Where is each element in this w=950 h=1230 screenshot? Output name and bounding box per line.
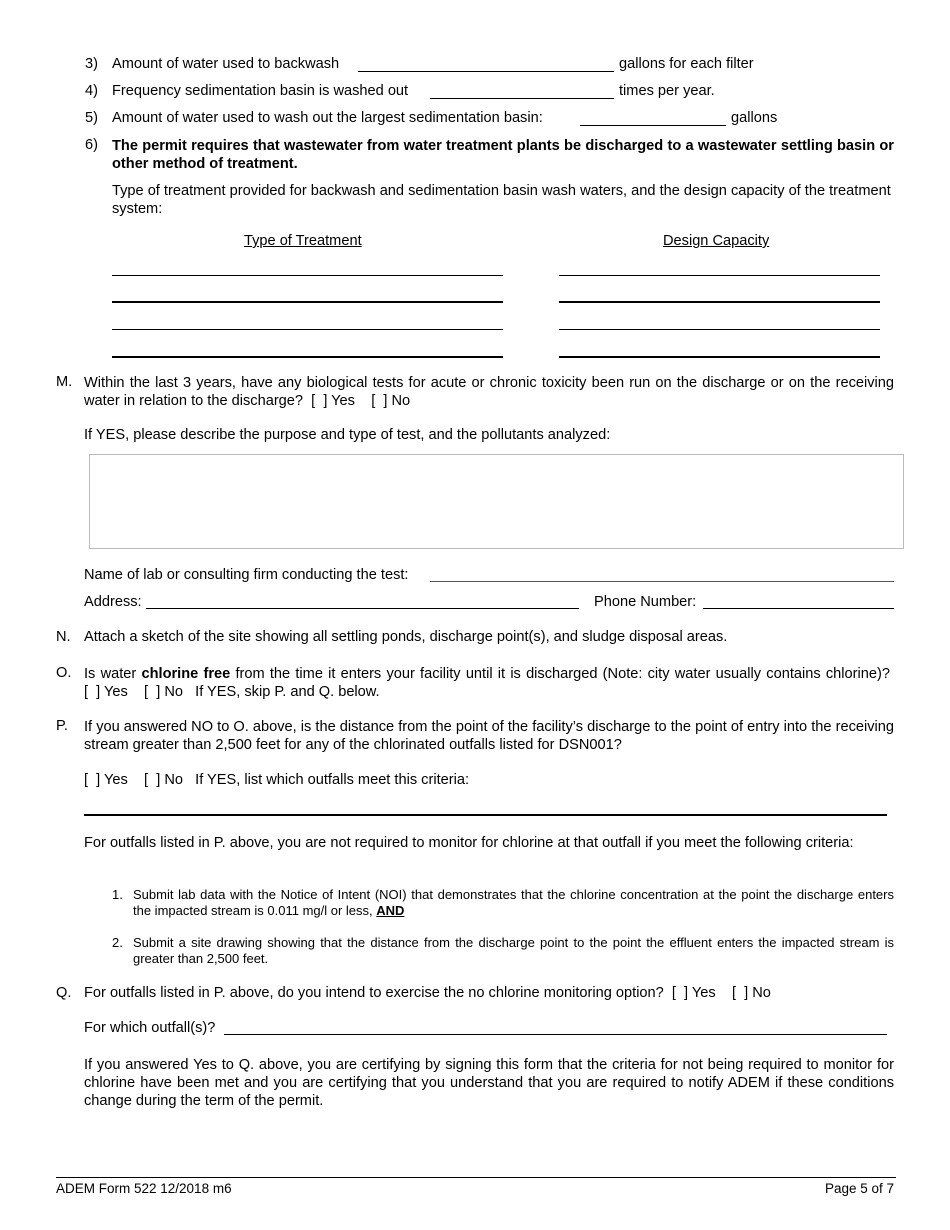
section-q-letter: Q. (56, 985, 72, 1001)
test-description-textarea[interactable] (89, 454, 904, 549)
item-5-label: Amount of water used to wash out the largest sedimentation basin: (112, 110, 543, 126)
o-no-checkbox[interactable]: [ ] No (144, 684, 183, 700)
m-yes-checkbox[interactable]: [ ] Yes (311, 393, 355, 409)
treatment-row-2[interactable] (112, 301, 503, 303)
footer-divider (56, 1177, 896, 1178)
footer-form-id: ADEM Form 522 12/2018 m6 (56, 1181, 232, 1196)
item-4-label: Frequency sedimentation basin is washed out (112, 83, 409, 99)
which-outfalls-field[interactable] (224, 1034, 887, 1035)
section-p-letter: P. (56, 718, 68, 734)
p-yes-checkbox[interactable]: [ ] Yes (84, 772, 128, 788)
capacity-row-4[interactable] (559, 356, 880, 358)
item-4-number: 4) (85, 83, 98, 99)
item-4-suffix: times per year. (619, 83, 715, 99)
wash-frequency-field[interactable] (430, 98, 614, 99)
backwash-gallons-field[interactable] (358, 71, 614, 72)
item-5-number: 5) (85, 110, 98, 126)
lab-name-field[interactable] (430, 581, 894, 582)
item-6-number: 6) (85, 137, 98, 153)
capacity-row-1[interactable] (559, 275, 880, 276)
criteria-2-text: Submit a site drawing showing that the distance from the discharge point to the point the effluent enters the impacted stream is greater than 2,500 feet. (133, 935, 894, 966)
lab-name-label: Name of lab or consulting firm conducting the test: (84, 567, 409, 583)
section-m-letter: M. (56, 374, 73, 390)
treatment-row-3[interactable] (112, 329, 503, 330)
footer-page-number: Page 5 of 7 (824, 1181, 894, 1196)
basin-wash-gallons-field[interactable] (580, 125, 726, 126)
design-capacity-header: Design Capacity (663, 233, 770, 249)
certification-text: If you answered Yes to Q. above, you are certifying by signing this form that the criteria for not being required to monitor for chlorine have been met and you are certifying that you understand that you are required to notify ADEM if these conditions change during the term of the permit. (84, 1057, 894, 1109)
section-p-options: [ ] Yes [ ] No If YES, list which outfalls meet this criteria: (84, 772, 470, 788)
which-outfalls-label: For which outfall(s)? (84, 1020, 216, 1036)
criteria-1-number: 1. (112, 887, 123, 902)
section-n-text: Attach a sketch of the site showing all settling ponds, discharge point(s), and sludge disposal areas. (84, 629, 728, 645)
item-5-suffix: gallons (731, 110, 778, 126)
criteria-2-number: 2. (112, 935, 123, 950)
section-n-letter: N. (56, 629, 71, 645)
capacity-row-3[interactable] (559, 329, 880, 330)
section-p-question: If you answered NO to O. above, is the distance from the point of the facility’s discharge to the point of entry into the receiving stream greater than 2,500 feet for any of the chlorinated outfalls listed for DSN001? (84, 719, 894, 753)
item-3-label: Amount of water used to backwash (112, 56, 340, 72)
section-p-criteria: For outfalls listed in P. above, you are not required to monitor for chlorine at that outfall if you meet the following criteria: (84, 835, 854, 851)
outfalls-list-field[interactable] (84, 814, 887, 816)
item-3-suffix: gallons for each filter (619, 56, 754, 72)
treatment-row-4[interactable] (112, 356, 503, 358)
p-no-checkbox[interactable]: [ ] No (144, 772, 183, 788)
type-of-treatment-header: Type of Treatment (244, 233, 362, 249)
m-no-checkbox[interactable]: [ ] No (371, 393, 411, 409)
q-no-checkbox[interactable]: [ ] No (731, 985, 771, 1001)
item-3-number: 3) (85, 56, 98, 72)
o-yes-checkbox[interactable]: [ ] Yes (84, 684, 128, 700)
criteria-1-text: Submit lab data with the Notice of Intent (NOI) that demonstrates that the chlorine concentration at the point the discharge enters the impacted stream is 0.011 mg/l or less, AND (133, 887, 894, 918)
section-q-question: For outfalls listed in P. above, do you intend to exercise the no chlorine monitoring option? [ ] Yes [ ] No (84, 985, 771, 1001)
treatment-row-1[interactable] (112, 275, 503, 276)
section-m-question: Within the last 3 years, have any biological tests for acute or chronic toxicity been run on the discharge or on the receiving water in relation to the discharge? [ ] Yes [ ] No (84, 375, 894, 409)
phone-label: Phone Number: (594, 594, 697, 610)
q-yes-checkbox[interactable]: [ ] Yes (671, 985, 716, 1001)
phone-field[interactable] (703, 608, 894, 609)
capacity-row-2[interactable] (559, 301, 880, 303)
address-label: Address: (84, 594, 142, 610)
item-6-text: Type of treatment provided for backwash and sedimentation basin wash waters, and the design capacity of the treatment system: (112, 183, 891, 217)
section-o-question: Is water chlorine free from the time it enters your facility until it is discharged (Note: city water usually contains chlorine)? [ ] Yes [ ] No If YES, skip P. and Q. below. (84, 666, 890, 700)
item-6-bold-statement: The permit requires that wastewater from water treatment plants be discharged to a wastewater settling basin or other method of treatment. (112, 138, 894, 172)
section-m-describe: If YES, please describe the purpose and type of test, and the pollutants analyzed: (84, 427, 611, 443)
section-o-letter: O. (56, 665, 72, 681)
address-field[interactable] (146, 608, 579, 609)
